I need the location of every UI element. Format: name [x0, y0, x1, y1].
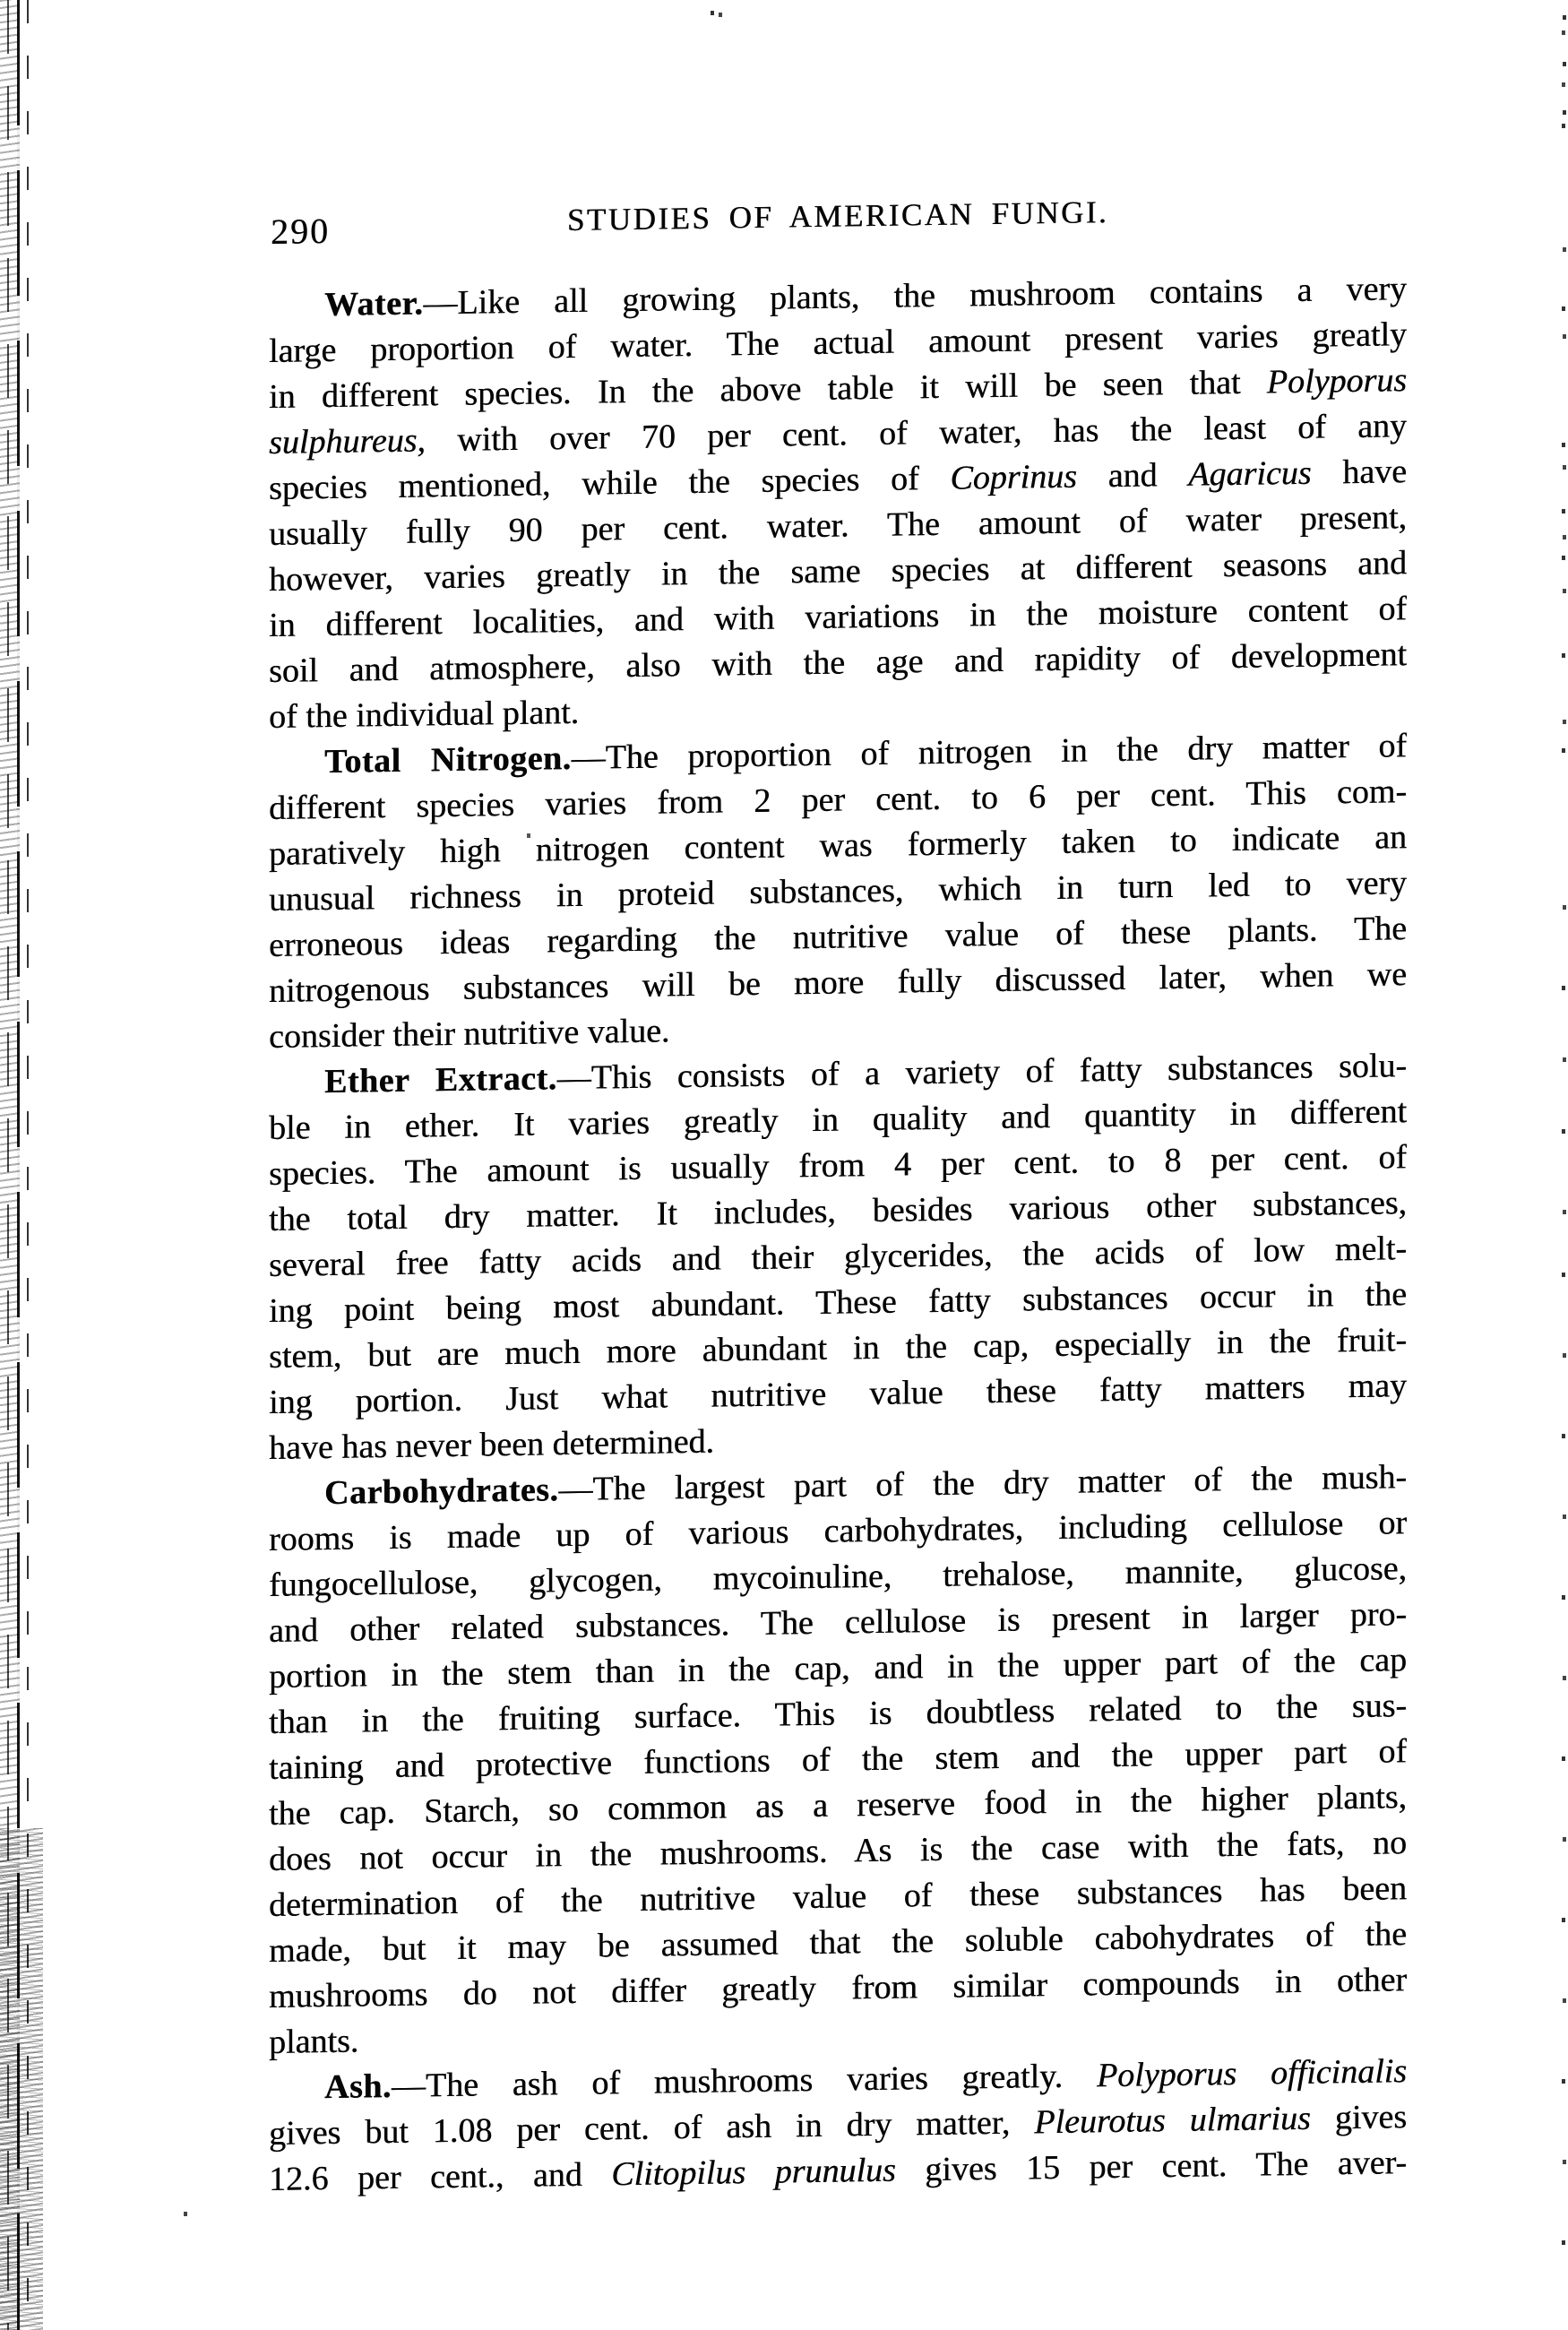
body-text-segment: rooms is made up of various carbohydrates, including cellulose or: [269, 1504, 1407, 1558]
body-text-segment: made, but it may be assumed that the soluble cabohydrates of the: [269, 1915, 1407, 1970]
body-text-segment: and other related substances. The cellulose is present in larger pro-: [269, 1595, 1407, 1650]
body-text-segment: taining and protective functions of the stem and the upper part of: [269, 1732, 1407, 1787]
body-text-segment: the total dry matter. It includes, besides various other substances,: [269, 1184, 1407, 1238]
body-text-segment: mushrooms do not differ greatly from similar compounds in other: [269, 1961, 1407, 2015]
body-text-segment: consider their nutritive value.: [269, 1012, 670, 1056]
body-text-segment: in different species. In the above table it will be seen that: [269, 363, 1267, 416]
section-heading: Ether Extract.: [324, 1059, 557, 1101]
body-text-segment: —This consists of a variety of fatty substances solu-: [556, 1047, 1407, 1098]
body-text-segment: 12.6 per cent., and: [269, 2155, 612, 2198]
species-name: sulphureus,: [269, 421, 426, 462]
body-text-segment: different species varies from 2 per cent. to 6 per cent. This com-: [269, 772, 1407, 827]
body-text-segment: the cap. Starch, so common as a reserve food in the higher plants,: [269, 1778, 1407, 1833]
body-text-segment: portion in the stem than in the cap, and in the upper part of the cap: [269, 1641, 1407, 1696]
binding-edge-artifact-bottom: [0, 1828, 43, 2330]
page-number: 290: [271, 210, 330, 252]
section-heading: Total Nitrogen.: [324, 738, 572, 781]
page-content: [269, 185, 1407, 2203]
body-text-segment: ble in ether. It varies greatly in quality and quantity in different: [269, 1092, 1407, 1147]
body-text-segment: paratively high nitrogen content was formerly taken to indicate an: [269, 818, 1407, 873]
section-heading: Water.: [324, 284, 424, 324]
body-text-segment: unusual richness in proteid substances, which in turn led to very: [269, 864, 1407, 919]
paragraph: [269, 2049, 1407, 2203]
running-title: STUDIES OF AMERICAN FUNGI.: [566, 194, 1109, 238]
paragraph: [269, 266, 1407, 740]
body-text-segment: fungocellulose, glycogen, mycoinuline, trehalose, mannite, glucose,: [269, 1549, 1407, 1604]
body-text-segment: with over 70 per cent. of water, has the least of any: [425, 407, 1407, 460]
body-text-segment: have has never been determined.: [269, 1422, 714, 1467]
body-text-segment: soil and atmosphere, also with the age and rapidity of development: [269, 635, 1407, 690]
body-text-segment: gives: [1310, 2098, 1407, 2137]
body-text-segment: large proportion of water. The actual amount present varies greatly: [269, 315, 1407, 370]
paragraph: [269, 1454, 1407, 2066]
body-text-segment: —The proportion of nitrogen in the dry matter of: [571, 727, 1407, 777]
species-name: Pleurotus ulmarius: [1034, 2099, 1311, 2142]
body-text-segment: gives 15 per cent. The aver-: [895, 2144, 1407, 2189]
body-text-segment: have: [1311, 453, 1407, 492]
body-text-segment: species. The amount is usually from 4 per cent. to 8 per cent. of: [269, 1138, 1407, 1193]
body-text-segment: determination of the nutritive value of these substances has been: [269, 1869, 1407, 1924]
body-text-segment: —Like all growing plants, the mushroom contains a very: [423, 270, 1407, 323]
body-text-segment: however, varies greatly in the same species at different seasons and: [269, 544, 1407, 599]
body-text-segment: gives but 1.08 per cent. of ash in dry matter,: [269, 2103, 1035, 2153]
scan-noise-specks: [0, 0, 4, 4]
species-name: Clitopilus prunulus: [611, 2151, 896, 2194]
body-text-segment: stem, but are much more abundant in the cap, especially in the fruit-: [269, 1321, 1407, 1376]
body-text-segment: —The largest part of the dry matter of the mush-: [558, 1458, 1407, 1509]
body-text-segment: in different localities, and with variations in the moisture content of: [269, 590, 1407, 644]
species-name: Polyporus: [1266, 361, 1407, 401]
body-text-segment: —The ash of mushrooms varies greatly.: [391, 2057, 1097, 2105]
body-text-segment: erroneous ideas regarding the nutritive value of these plants. The: [269, 910, 1407, 964]
page-header: [269, 185, 1407, 252]
paragraph: [269, 1043, 1407, 1471]
body-text-segment: ing point being most abundant. These fatty substances occur in the: [269, 1275, 1407, 1330]
body-text-segment: usually fully 90 per cent. water. The amount of water present,: [269, 498, 1407, 553]
body-text-segment: nitrogenous substances will be more fully discussed later, when we: [269, 955, 1407, 1010]
species-name: Polyporus officinalis: [1096, 2052, 1407, 2095]
section-heading: Carbohydrates.: [324, 1471, 559, 1513]
body-text-segment: plants.: [269, 2022, 359, 2061]
body-text-segment: several free fatty acids and their glycerides, the acids of low melt-: [269, 1230, 1407, 1284]
species-name: Coprinus: [950, 457, 1077, 497]
body-text-segment: than in the fruiting surface. This is doubtless related to the sus-: [269, 1687, 1407, 1741]
paragraph: [269, 723, 1407, 1060]
page-body-text: [269, 266, 1407, 2203]
section-heading: Ash.: [324, 2067, 392, 2107]
body-text-segment: does not occur in the mushrooms. As is the case with the fats, no: [269, 1824, 1407, 1878]
body-text-segment: of the individual plant.: [269, 693, 580, 736]
species-name: Agaricus: [1188, 453, 1312, 494]
body-text-segment: species mentioned, while the species of: [269, 459, 951, 507]
body-text-segment: ing portion. Just what nutritive value these fatty matters may: [269, 1367, 1407, 1421]
body-text-segment: and: [1076, 455, 1189, 496]
